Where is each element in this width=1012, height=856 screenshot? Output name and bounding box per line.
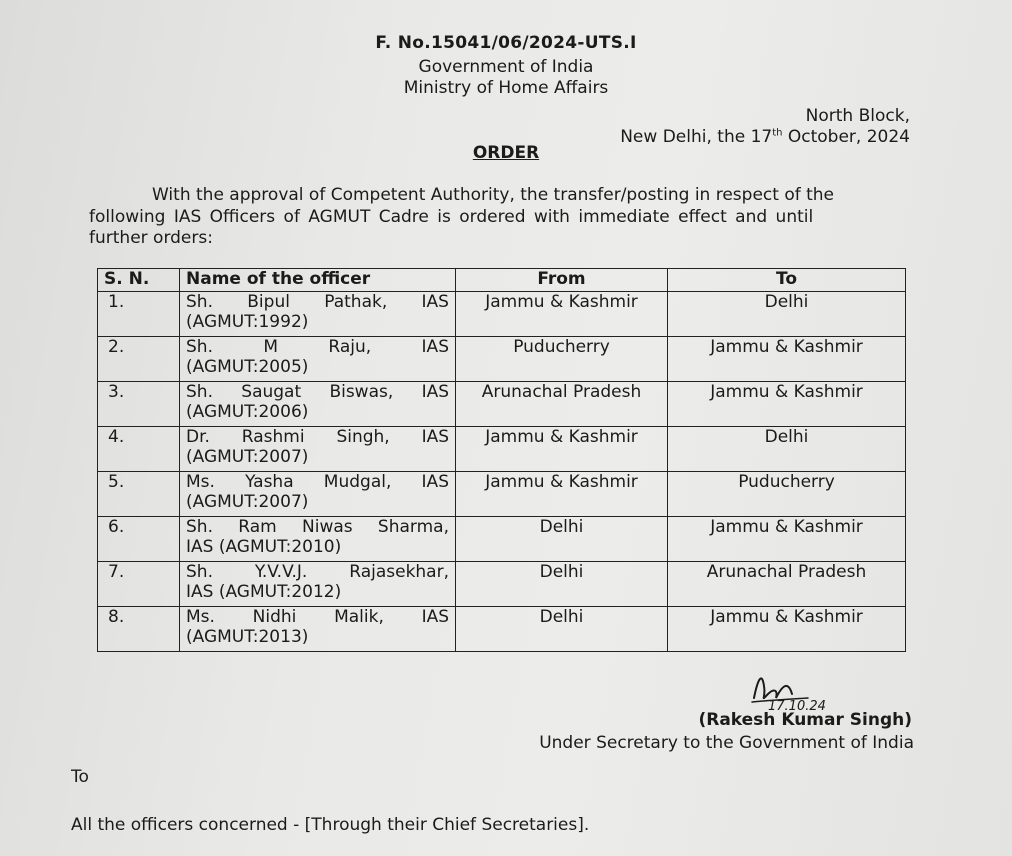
cell-from: Puducherry [456, 337, 668, 382]
table-row [98, 427, 906, 472]
officer-name-word: Nidhi [252, 607, 297, 627]
cell-sn: 4. [98, 427, 180, 472]
officer-name-word: IAS [421, 607, 449, 627]
officer-name-word: IAS [421, 427, 449, 447]
officer-name-word: Sh. [186, 337, 213, 357]
officer-name-word: Ms. [186, 472, 215, 492]
signatory-name: (Rakesh Kumar Singh) [698, 710, 912, 730]
header-name: Name of the officer [180, 269, 456, 292]
officer-name-line-1 [186, 472, 449, 492]
officer-name-line-2: (AGMUT:2013) [186, 627, 309, 647]
signature-mark [748, 668, 838, 712]
cell-to: Puducherry [668, 472, 906, 517]
officer-name-line-1 [186, 337, 449, 357]
table-row [98, 472, 906, 517]
officer-name-line-1 [186, 292, 449, 312]
cell-sn: 7. [98, 562, 180, 607]
cell-sn: 2. [98, 337, 180, 382]
cell-from: Jammu & Kashmir [456, 292, 668, 337]
table-row [98, 517, 906, 562]
cell-to: Jammu & Kashmir [668, 607, 906, 652]
officer-name-word: Raju, [328, 337, 372, 357]
transfer-table [97, 268, 906, 652]
officer-name-line-1 [186, 382, 449, 402]
cell-officer-name [180, 517, 456, 562]
date-superscript: th [772, 127, 783, 139]
cell-to: Jammu & Kashmir [668, 382, 906, 427]
cell-to: Arunachal Pradesh [668, 562, 906, 607]
officer-name-word: Niwas [302, 517, 353, 537]
file-number: F. No.15041/06/2024-UTS.I [375, 33, 637, 53]
header-to: To [668, 269, 906, 292]
cell-sn: 6. [98, 517, 180, 562]
officer-name-word: IAS [421, 337, 449, 357]
cell-sn: 1. [98, 292, 180, 337]
officer-name-word: Sh. [186, 382, 213, 402]
officer-name-word: Ram [238, 517, 277, 537]
body-line-2: following IAS Officers of AGMUT Cadre is ordered with immediate effect and until [89, 207, 814, 227]
officer-name-word: Pathak, [324, 292, 388, 312]
officer-name-line-2: IAS (AGMUT:2010) [186, 537, 342, 557]
officer-name-line-1 [186, 427, 449, 447]
cell-sn: 8. [98, 607, 180, 652]
officer-name-word: Dr. [186, 427, 210, 447]
signature-date: 17.10.24 [768, 699, 826, 712]
officer-name-line-2: (AGMUT:2007) [186, 492, 309, 512]
table-header-row [98, 269, 906, 292]
cell-officer-name [180, 427, 456, 472]
officer-name-word: IAS [421, 472, 449, 492]
officer-name-word: M [263, 337, 279, 357]
officer-name-line-1 [186, 607, 449, 627]
cell-sn: 5. [98, 472, 180, 517]
officer-name-word: Bipul [247, 292, 290, 312]
office-location: North Block, [805, 106, 910, 126]
cell-to: Jammu & Kashmir [668, 517, 906, 562]
officer-name-word: Yasha [245, 472, 294, 492]
order-title-text: ORDER [472, 143, 540, 163]
recipients-line: All the officers concerned - [Through their Chief Secretaries]. [71, 815, 590, 835]
table-row [98, 562, 906, 607]
cell-officer-name [180, 337, 456, 382]
ministry-line: Ministry of Home Affairs [403, 78, 609, 98]
cell-to: Delhi [668, 427, 906, 472]
to-label: To [71, 767, 89, 787]
officer-name-line-1 [186, 517, 449, 537]
officer-name-word: Sh. [186, 292, 213, 312]
officer-name-word: Rashmi [241, 427, 305, 447]
cell-from: Delhi [456, 517, 668, 562]
table-row [98, 607, 906, 652]
officer-name-word: Rajasekhar, [349, 562, 449, 582]
signature-stroke [754, 678, 792, 698]
officer-name-word: IAS [421, 292, 449, 312]
cell-from: Delhi [456, 562, 668, 607]
cell-from: Jammu & Kashmir [456, 427, 668, 472]
cell-from: Arunachal Pradesh [456, 382, 668, 427]
officer-name-line-2: (AGMUT:2007) [186, 447, 309, 467]
cell-officer-name [180, 562, 456, 607]
cell-officer-name [180, 472, 456, 517]
date-suffix: October, 2024 [782, 127, 910, 147]
cell-officer-name [180, 607, 456, 652]
officer-name-word: Sh. [186, 517, 213, 537]
officer-name-line-1 [186, 562, 449, 582]
officer-name-word: Sh. [186, 562, 213, 582]
date-prefix: New Delhi, the 17 [620, 127, 773, 147]
officer-name-line-2: IAS (AGMUT:2012) [186, 582, 342, 602]
cell-from: Jammu & Kashmir [456, 472, 668, 517]
cell-officer-name [180, 292, 456, 337]
officer-name-line-2: (AGMUT:2005) [186, 357, 309, 377]
officer-name-word: Biswas, [329, 382, 394, 402]
cell-to: Jammu & Kashmir [668, 337, 906, 382]
government-line: Government of India [418, 57, 594, 77]
officer-name-line-2: (AGMUT:2006) [186, 402, 309, 422]
table-body [98, 292, 906, 652]
cell-officer-name [180, 382, 456, 427]
officer-name-word: Saugat [241, 382, 302, 402]
body-line-1: With the approval of Competent Authority, the transfer/posting in respect of the [152, 185, 835, 205]
signatory-designation: Under Secretary to the Government of India [539, 733, 914, 753]
officer-name-word: Mudgal, [323, 472, 392, 492]
body-line-3: further orders: [89, 228, 213, 248]
officer-name-word: Singh, [336, 427, 390, 447]
officer-name-word: Malik, [334, 607, 384, 627]
cell-sn: 3. [98, 382, 180, 427]
table-row [98, 292, 906, 337]
officer-name-word: Ms. [186, 607, 215, 627]
order-title [0, 143, 1012, 163]
table-row [98, 382, 906, 427]
officer-name-line-2: (AGMUT:1992) [186, 312, 309, 332]
header-sn: S. N. [98, 269, 180, 292]
officer-name-word: IAS [421, 382, 449, 402]
cell-to: Delhi [668, 292, 906, 337]
officer-name-word: Sharma, [377, 517, 449, 537]
header-from: From [456, 269, 668, 292]
table-row [98, 337, 906, 382]
officer-name-word: Y.V.V.J. [254, 562, 308, 582]
cell-from: Delhi [456, 607, 668, 652]
